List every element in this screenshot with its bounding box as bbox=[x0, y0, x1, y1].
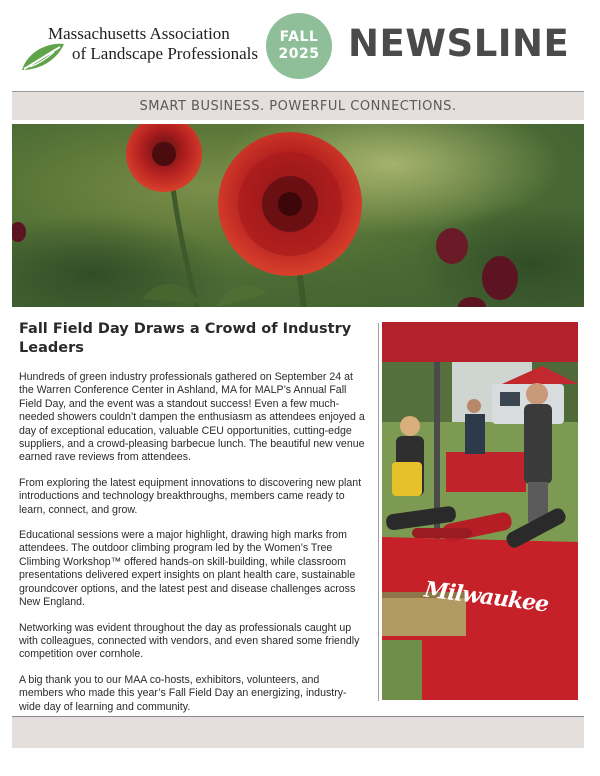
article-paragraph: Networking was evident throughout the day as professionals caught up with colleagues, connected with vendors, and even shared some friendly competition over cornhole. bbox=[19, 621, 360, 661]
article-paragraph: Educational sessions were a major highlight, drawing high marks from attendees. The outdoor climbing program led by the Women’s Tree Climbing Workshop™ offered hands-on skill-building, while classroom presentations delivered expert insights on plant health care, sustainable groundcover options, and the latest pest and disease challenges across New England. bbox=[19, 529, 356, 609]
article-paragraph: A big thank you to our MAA co-hosts, exhibitors, volunteers, and members who made this year’s Fall Field Day an energizing, industry-wide day of learning and community. bbox=[19, 673, 347, 713]
newsletter-header bbox=[0, 0, 600, 90]
org-name-line1: Massachusetts Association bbox=[48, 24, 230, 43]
footer-band bbox=[12, 716, 584, 748]
article bbox=[19, 320, 365, 726]
article-paragraph: From exploring the latest equipment innovations to discovering new plant introductions and technology breakthroughs, members came ready to learn, connect, and grow. bbox=[19, 476, 362, 516]
org-logo bbox=[20, 24, 260, 76]
tagline-band bbox=[12, 91, 584, 120]
tagline: SMART BUSINESS. POWERFUL CONNECTIONS. bbox=[139, 98, 457, 114]
org-name-line2: of Landscape Professionals bbox=[72, 44, 259, 63]
issue-season: FALL bbox=[279, 29, 319, 45]
hero-photo bbox=[12, 124, 584, 307]
event-photo bbox=[382, 322, 578, 700]
leaf-icon bbox=[20, 40, 66, 74]
column-divider bbox=[378, 323, 379, 701]
booth-brand-logo: Milwaukee bbox=[422, 576, 550, 618]
tent-canopy bbox=[382, 322, 578, 362]
article-paragraph: Hundreds of green industry professionals gathered on September 24 at the Warren Conference Center in Ashland, MA for MALP’s Annual Fall Field Day, and the event was a standout success! Even a few much-needed showers couldn’t dampen the enthusiasm as attendees enjoyed a day of exceptional education, valuable CEU opportunities, cutting-edge suppliers, and a crowd-pleasing barbecue lunch. The beautiful new venue earned rave reviews from attendees. bbox=[19, 371, 365, 464]
newsletter-title: NEWSLINE bbox=[348, 22, 570, 65]
article-title: Fall Field Day Draws a Crowd of Industry Leaders bbox=[19, 321, 352, 356]
issue-badge bbox=[266, 13, 332, 79]
issue-year: 2025 bbox=[278, 46, 320, 62]
